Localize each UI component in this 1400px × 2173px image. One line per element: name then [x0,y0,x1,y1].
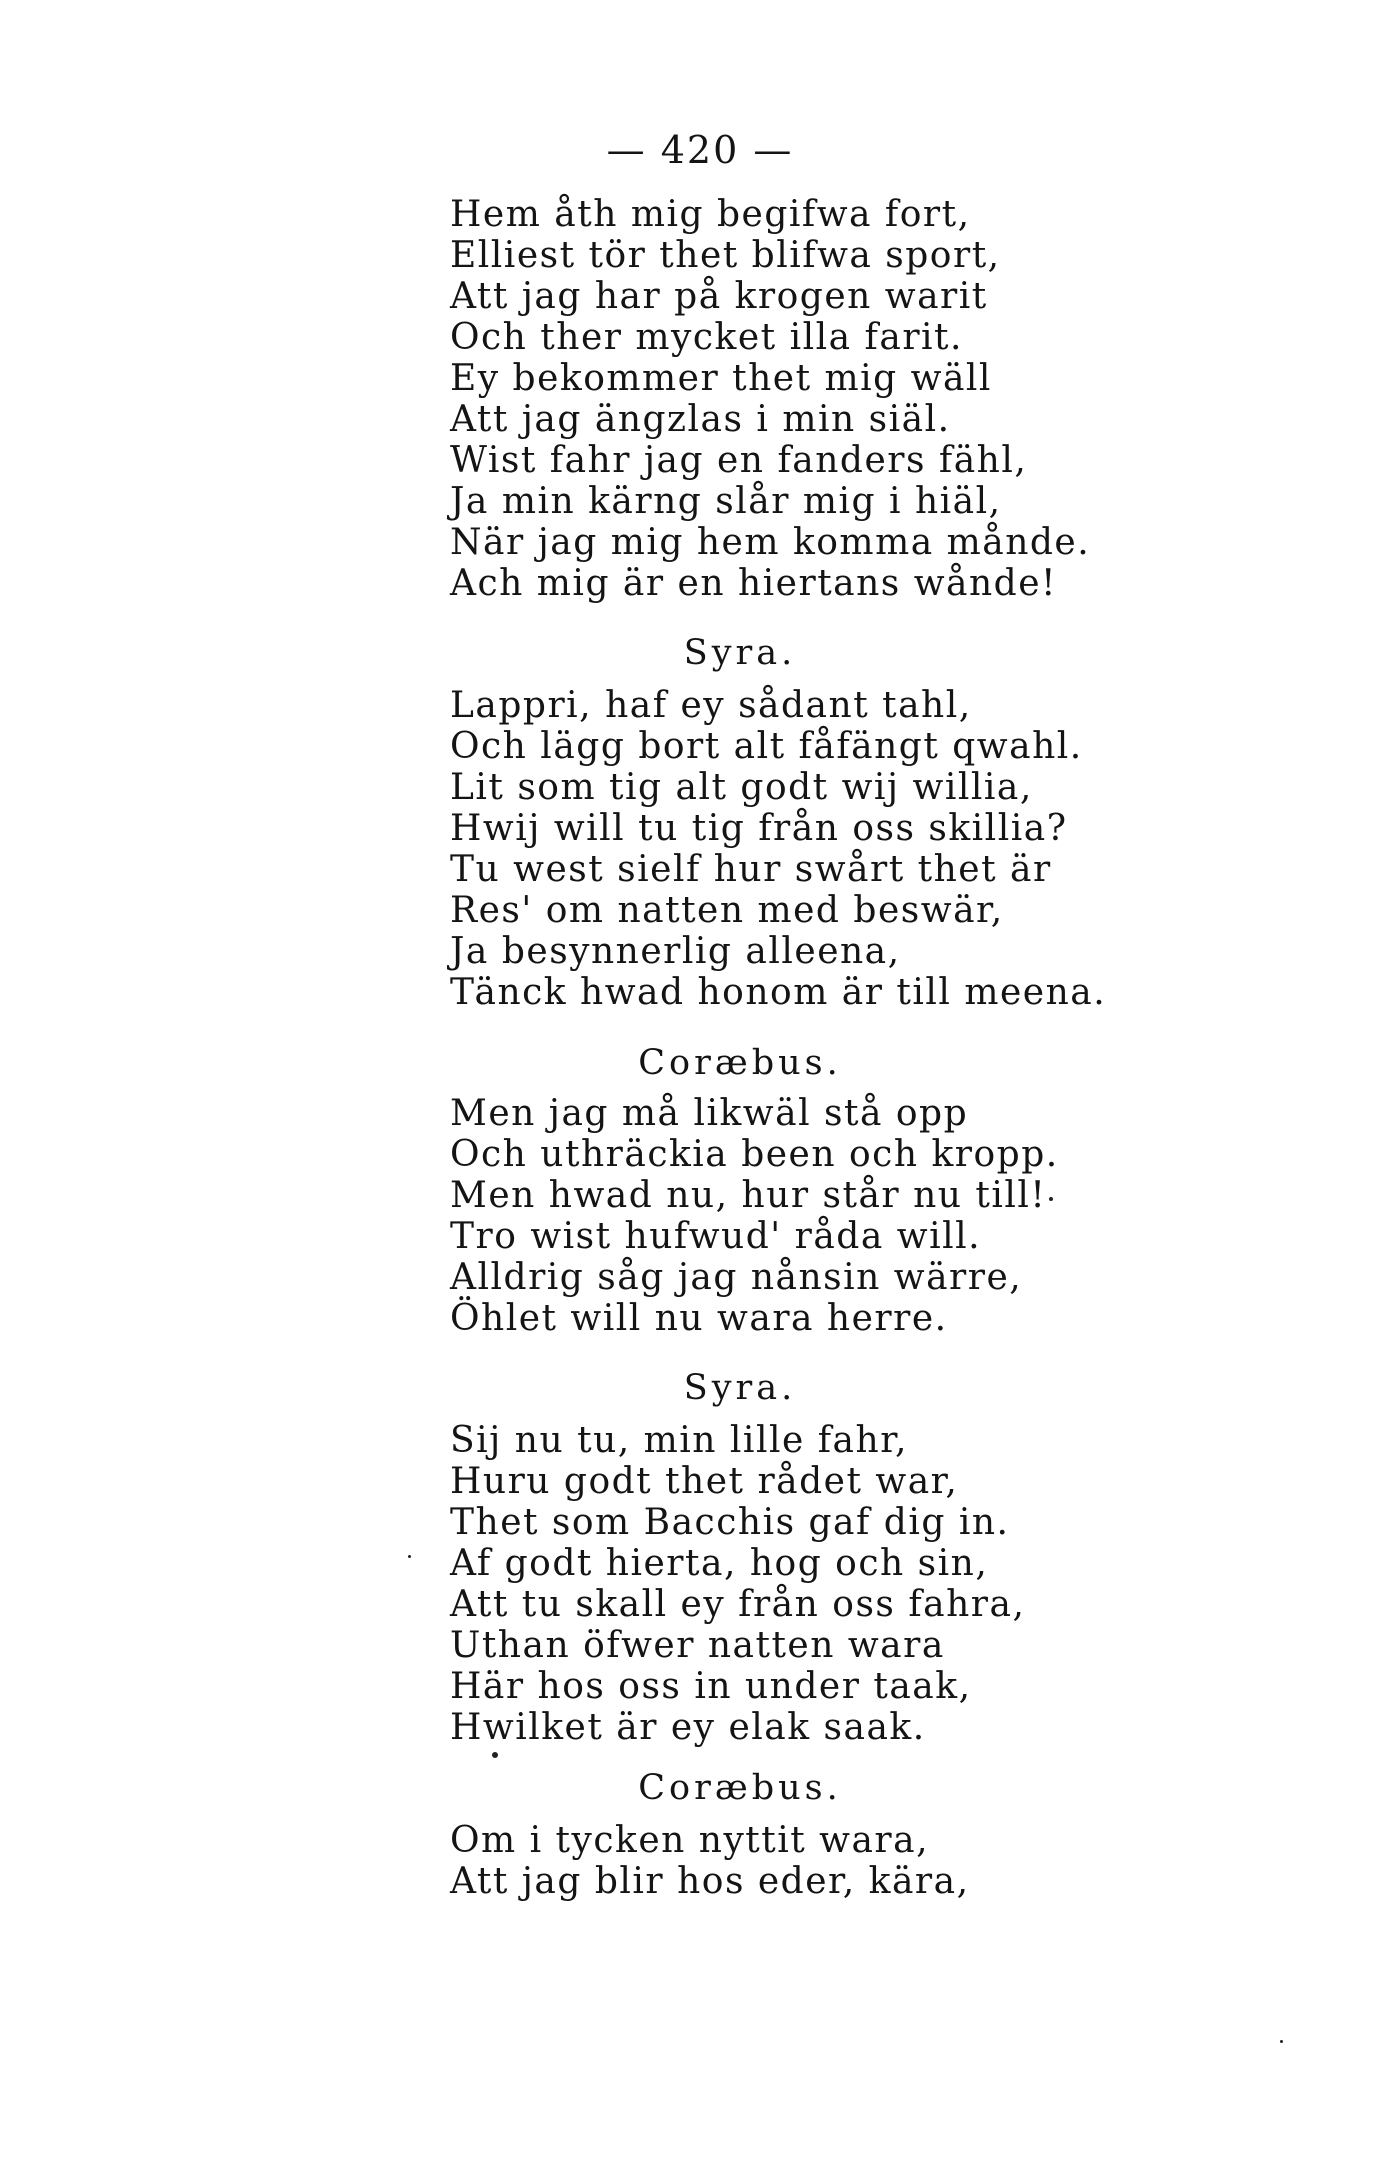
speaker-heading: Syra. [683,1368,797,1408]
ink-speck [492,1752,498,1758]
verse-line: Att jag ängzlas i min siäl. [450,399,951,440]
stanza-1 [450,194,1090,604]
verse-line: Hwilket är ey elak saak. [450,1707,926,1748]
verse-line: Uthan öfwer natten wara [450,1625,945,1666]
verse-line: Och lägg bort alt fåfängt qwahl. [450,726,1083,767]
verse-line: Sij nu tu, min lille fahr, [450,1420,908,1461]
verse-line: Tänck hwad honom är till meena. [450,972,1107,1013]
verse-line: Om i tycken nyttit wara, [450,1820,930,1861]
verse-line: Ja min kärng slår mig i hiäl, [450,481,1002,522]
ink-speck [408,1555,411,1558]
verse-line: Wist fahr jag en fanders fähl, [450,440,1028,481]
verse-line: Ey bekommer thet mig wäll [450,358,992,399]
verse-line: Men jag må likwäl stå opp [450,1093,969,1134]
verse-line: Tu west sielf hur swårt thet är [450,849,1052,890]
verse-line: Huru godt thet rådet war, [450,1461,959,1502]
verse-line: Af godt hierta, hog och sin, [450,1543,989,1584]
verse-line: Lit som tig alt godt wij willia, [450,767,1033,808]
verse-line: Och ther mycket illa farit. [450,317,963,358]
stanza-5 [450,1820,970,1902]
verse-line: Lappri, haf ey sådant tahl, [450,685,972,726]
verse-line: Öhlet will nu wara herre. [450,1298,948,1339]
verse-line: Hwij will tu tig från oss skillia? [450,808,1068,849]
verse-line: Här hos oss in under taak, [450,1666,972,1707]
speaker-heading: Coræbus. [638,1043,842,1083]
stanza-2 [450,685,1106,1013]
verse-line: Elliest tör thet blifwa sport, [450,235,1001,276]
verse-line: Res' om natten med beswär, [450,890,1004,931]
verse-line: Ach mig är en hiertans wånde! [450,563,1058,604]
verse-line: Tro wist hufwud' råda will. [450,1216,982,1257]
verse-line: Alldrig såg jag nånsin wärre, [450,1257,1023,1298]
verse-line: När jag mig hem komma månde. [450,522,1091,563]
verse-line: Att jag blir hos eder, kära, [450,1861,970,1902]
verse-line: Att jag har på krogen warit [450,276,988,317]
verse-line: Att tu skall ey från oss fahra, [450,1584,1026,1625]
ink-speck [1049,1197,1053,1201]
stanza-4 [450,1420,1025,1748]
verse-line: Hem åth mig begifwa fort, [450,194,971,235]
verse-line: Thet som Bacchis gaf dig in. [450,1502,1010,1543]
page-number: — 420 — [606,128,794,172]
speaker-heading: Coræbus. [638,1768,842,1808]
verse-line: Men hwad nu, hur står nu till! [450,1175,1047,1216]
verse-line: Och uthräckia been och kropp. [450,1134,1059,1175]
verse-line: Ja besynnerlig alleena, [450,931,901,972]
speaker-heading: Syra. [683,633,797,673]
ink-speck [1280,2040,1283,2043]
stanza-3 [450,1093,1059,1339]
